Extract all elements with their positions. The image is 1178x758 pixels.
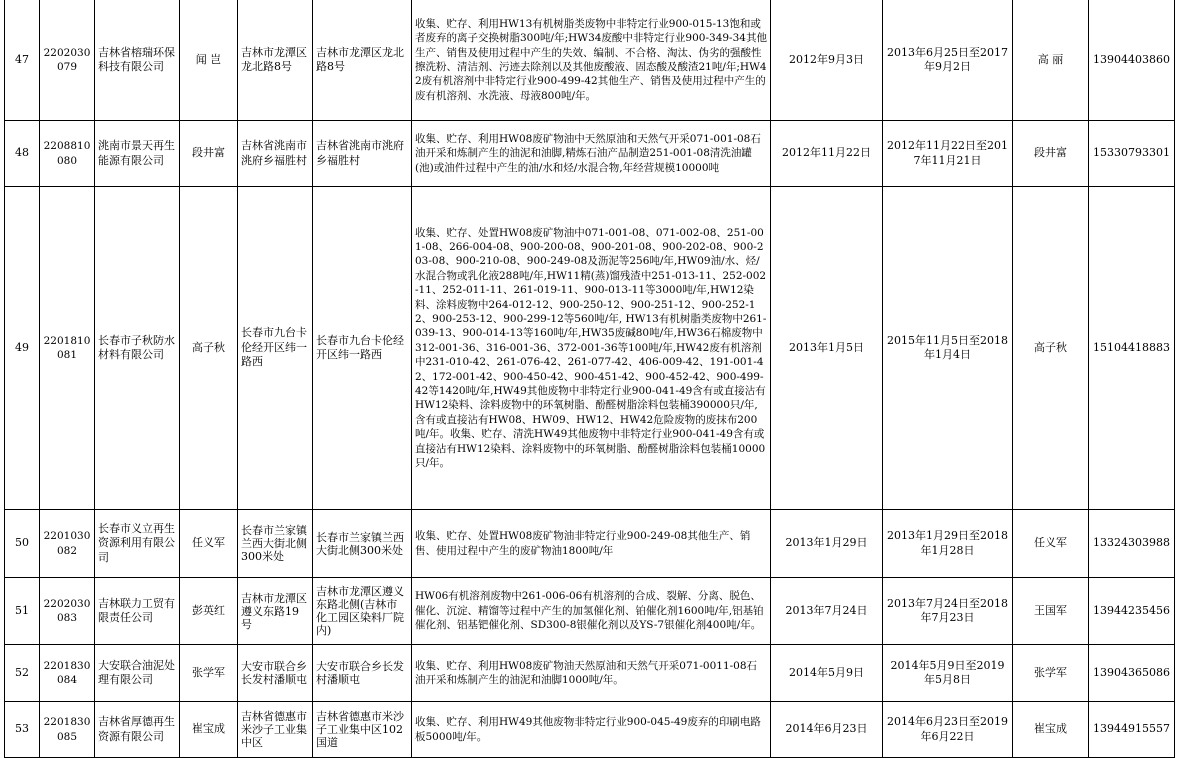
contact-phone: 13944915557	[1089, 702, 1175, 758]
permit-code: 2208810080	[40, 121, 95, 187]
contact-phone: 15330793301	[1089, 121, 1175, 187]
table-row	[5, 645, 1175, 702]
legal-representative: 崔宝成	[180, 702, 238, 758]
issue-date: 2013年7月24日	[771, 578, 883, 645]
registered-address: 长春市兰家镇兰西大街北侧300米处	[238, 510, 313, 578]
company-name: 吉林联力工贸有限责任公司	[95, 578, 180, 645]
company-name: 洮南市景天再生能源有限公司	[95, 121, 180, 187]
validity-period: 2013年6月25日至2017年9月2日	[883, 0, 1013, 121]
business-scope: 收集、贮存、利用HW08废矿物油天然原油和天然气开采071-0011-08石油开采和炼制产生的油泥和油脚1000吨/年。	[412, 645, 771, 702]
permit-code: 2201810081	[40, 187, 95, 510]
row-number: 49	[5, 187, 40, 510]
registered-address: 吉林省洮南市洮府乡福胜村	[238, 121, 313, 187]
validity-period: 2014年6月23日至2019年6月22日	[883, 702, 1013, 758]
validity-period: 2013年1月29日至2018年1月28日	[883, 510, 1013, 578]
contact-phone: 13904365086	[1089, 645, 1175, 702]
row-number: 47	[5, 0, 40, 121]
contact-phone: 13904403860	[1089, 0, 1175, 121]
facility-address: 长春市兰家镇兰西大街北侧300米处	[313, 510, 412, 578]
registered-address: 长春市九台卡伦经开区纬一路西	[238, 187, 313, 510]
contact-person: 任义军	[1013, 510, 1089, 578]
facility-address: 吉林市龙潭区龙北路8号	[313, 0, 412, 121]
legal-representative: 张学军	[180, 645, 238, 702]
contact-person: 段井富	[1013, 121, 1089, 187]
facility-address: 大安市联合乡长发村潘顺屯	[313, 645, 412, 702]
registered-address: 吉林市龙潭区遵义东路19号	[238, 578, 313, 645]
validity-period: 2015年11月5日至2018年1月4日	[883, 187, 1013, 510]
business-scope: 收集、贮存、利用HW49其他废物非特定行业900-045-49废弃的印刷电路板5000吨/年。	[412, 702, 771, 758]
row-number: 51	[5, 578, 40, 645]
contact-person: 高子秋	[1013, 187, 1089, 510]
validity-period: 2014年5月9日至2019年5月8日	[883, 645, 1013, 702]
contact-person: 张学军	[1013, 645, 1089, 702]
business-scope: 收集、贮存、处置HW08废矿物油中071-001-08、071-002-08、251-001-08、266-004-08、900-200-08、900-201-08、900-202-08、900-203-08、900-210-08、900-249-08及沥泥等256吨/年,HW09油/水、烃/水混合物或乳化液288吨/年,HW11精(蒸)馏残渣中251-013-11、252-002-11、252-011-11、261-019-11、900-013-11等3000吨/年,HW12染料、涂料废物中264-012-12、900-250-12、900-251-12、900-252-12、900-253-12、900-299-12等560吨/年, HW13有机树脂类废物中261-039-13、900-014-13等160吨/年,HW35废碱80吨/年,HW36石棉废物中312-001-36、316-001-36、372-001-36等100吨/年,HW42废有机溶剂中231-010-42、261-076-42、261-077-42、406-009-42、191-001-42、172-001-42、900-450-42、900-451-42、900-452-42、900-499-42等1420吨/年,HW49其他废物中非特定行业900-041-49含有或直接沾有HW12染料、涂料废物中的环氧树脂、酚醛树脂涂料包装桶390000只/年,含有或直接沾有HW08、HW09、HW12、HW42危险废物的废抹布200吨/年。收集、贮存、清洗HW49其他废物中非特定行业900-041-49含有或直接沾有HW12染料、涂料废物中的环氧树脂、酚醛树脂涂料包装桶10000只/年。	[412, 187, 771, 510]
issue-date: 2014年6月23日	[771, 702, 883, 758]
company-name: 吉林省厚德再生资源有限公司	[95, 702, 180, 758]
company-name: 吉林省榕瑞环保科技有限公司	[95, 0, 180, 121]
permit-code: 2201030082	[40, 510, 95, 578]
company-name: 长春市子秋防水材料有限公司	[95, 187, 180, 510]
issue-date: 2012年9月3日	[771, 0, 883, 121]
registered-address: 吉林市龙潭区龙北路8号	[238, 0, 313, 121]
facility-address: 长春市九台卡伦经开区纬一路西	[313, 187, 412, 510]
issue-date: 2013年1月5日	[771, 187, 883, 510]
contact-phone: 13944235456	[1089, 578, 1175, 645]
contact-phone: 15104418883	[1089, 187, 1175, 510]
business-scope: HW06有机溶剂废物中261-006-06有机溶剂的合成、裂解、分离、脱色、催化、沉淀、精馏等过程中产生的加氢催化剂、铂催化剂1600吨/年,铝基铂催化剂、铝基钯催化剂、SD300-8银催化剂以及YS-7银催化剂400吨/年。	[412, 578, 771, 645]
table-row	[5, 121, 1175, 187]
business-scope: 收集、贮存、处置HW08废矿物油非特定行业900-249-08其他生产、销售、使用过程中产生的废矿物油1800吨/年	[412, 510, 771, 578]
row-number: 52	[5, 645, 40, 702]
facility-address: 吉林省德惠市米沙子工业集中区102国道	[313, 702, 412, 758]
registered-address: 大安市联合乡长发村潘顺屯	[238, 645, 313, 702]
table-row	[5, 578, 1175, 645]
table-row	[5, 702, 1175, 758]
facility-address: 吉林省洮南市洮府乡福胜村	[313, 121, 412, 187]
permit-code: 2202030083	[40, 578, 95, 645]
business-scope: 收集、贮存、利用HW08废矿物油中天然原油和天然气开采071-001-08石油开采和炼制产生的油泥和油脚,精炼石油产品制造251-001-08清洗油罐(池)或油件过程中产生的油/水和烃/水混合物,年经营规模10000吨	[412, 121, 771, 187]
row-number: 48	[5, 121, 40, 187]
validity-period: 2012年11月22日至2017年11月21日	[883, 121, 1013, 187]
business-scope: 收集、贮存、利用HW13有机树脂类废物中非特定行业900-015-13饱和或者废弃的离子交换树脂300吨/年;HW34废酸中非特定行业900-349-34其他生产、销售及使用过程中产生的失效、编制、不合格、淘汰、伪劣的强酸性擦洗粉、清洁剂、污迹去除剂以及其他废酸液、固态酸及酸渣21吨/年;HW42废有机溶剂中非特定行业900-499-42其他生产、销售及使用过程中产生的废有机溶剂、水洗液、母液800吨/年。	[412, 0, 771, 121]
table-row	[5, 510, 1175, 578]
facility-address: 吉林市龙潭区遵义东路北侧(吉林市化工园区染料厂院内)	[313, 578, 412, 645]
issue-date: 2013年1月29日	[771, 510, 883, 578]
registered-address: 吉林省德惠市米沙子工业集中区	[238, 702, 313, 758]
permit-code: 2201830084	[40, 645, 95, 702]
table-row	[5, 0, 1175, 121]
contact-phone: 13324303988	[1089, 510, 1175, 578]
permit-code: 2201830085	[40, 702, 95, 758]
row-number: 50	[5, 510, 40, 578]
row-number: 53	[5, 702, 40, 758]
company-name: 长春市义立再生资源利用有限公司	[95, 510, 180, 578]
legal-representative: 段井富	[180, 121, 238, 187]
contact-person: 崔宝成	[1013, 702, 1089, 758]
legal-representative: 彭英红	[180, 578, 238, 645]
table-row	[5, 187, 1175, 510]
contact-person: 高 丽	[1013, 0, 1089, 121]
validity-period: 2013年7月24日至2018年7月23日	[883, 578, 1013, 645]
company-name: 大安联合油泥处理有限公司	[95, 645, 180, 702]
legal-representative: 高子秋	[180, 187, 238, 510]
permit-code: 2202030079	[40, 0, 95, 121]
hazardous-waste-permit-table	[4, 0, 1175, 758]
issue-date: 2014年5月9日	[771, 645, 883, 702]
legal-representative: 任义军	[180, 510, 238, 578]
contact-person: 王国军	[1013, 578, 1089, 645]
issue-date: 2012年11月22日	[771, 121, 883, 187]
legal-representative: 闻 岂	[180, 0, 238, 121]
